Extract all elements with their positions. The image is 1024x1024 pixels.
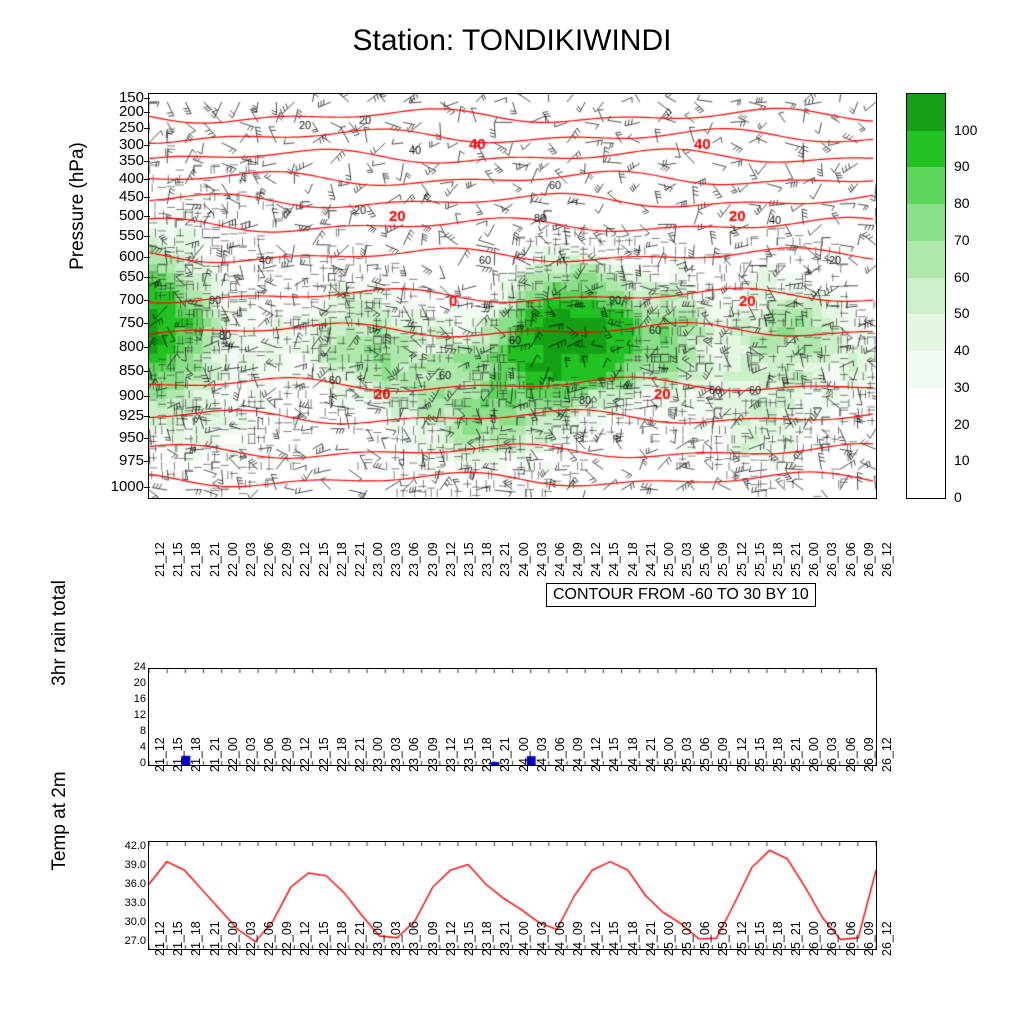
main-y-axis-label: Pressure (hPa): [67, 142, 88, 270]
x-tick-label: 25_15: [752, 542, 767, 577]
x-tick-label: 21_21: [207, 737, 222, 772]
x-tick-label: 22_21: [352, 737, 367, 772]
x-tick-label: 26_03: [825, 542, 840, 577]
x-tick-label: 22_12: [298, 921, 313, 956]
x-tick-label: 24_15: [607, 737, 622, 772]
x-tick-label: 23_15: [461, 737, 476, 772]
x-tick-label: 22_06: [262, 737, 277, 772]
y-tick-label: 400: [118, 170, 144, 188]
x-tick-label: 22_18: [334, 921, 349, 956]
x-tick-label: 24_21: [643, 921, 658, 956]
x-tick-label: 22_06: [262, 921, 277, 956]
x-tick-label: 23_18: [480, 737, 495, 772]
x-tick-label: 23_15: [461, 542, 476, 577]
x-tick-label: 24_12: [589, 921, 604, 956]
x-tick-label: 21_21: [207, 542, 222, 577]
y-tick-label: 250: [118, 119, 144, 137]
temp-y-tick-label: 42.0: [124, 840, 146, 852]
x-tick-label: 23_12: [443, 921, 458, 956]
x-tick-label: 21_18: [189, 737, 204, 772]
x-tick-label: 21_15: [171, 737, 186, 772]
y-tick-mark: [144, 438, 150, 439]
x-tick-label: 22_06: [262, 542, 277, 577]
temp-y-axis-label: Temp at 2m: [49, 771, 70, 871]
x-tick-label: 25_09: [716, 921, 731, 956]
x-tick-label: 25_12: [734, 542, 749, 577]
x-tick-label: 25_06: [698, 542, 713, 577]
x-tick-label: 22_09: [280, 737, 295, 772]
x-tick-label: 24_09: [571, 542, 586, 577]
x-tick-label: 22_00: [225, 921, 240, 956]
x-tick-label: 25_21: [789, 921, 804, 956]
x-tick-label: 24_03: [534, 921, 549, 956]
y-tick-label: 700: [118, 291, 144, 309]
x-tick-label: 24_15: [607, 921, 622, 956]
rain-y-axis: [118, 661, 146, 769]
sounding-cross-section-panel: [148, 93, 877, 499]
temp-y-tick-label: 30.0: [124, 916, 146, 928]
x-tick-label: 26_00: [807, 542, 822, 577]
y-tick-label: 450: [118, 188, 144, 206]
x-tick-label: 22_12: [298, 737, 313, 772]
y-tick-mark: [144, 396, 150, 397]
x-tick-label: 24_03: [534, 542, 549, 577]
x-tick-label: 25_18: [770, 737, 785, 772]
y-tick-label: 1000: [110, 477, 144, 495]
rain-y-tick-label: 4: [139, 741, 146, 753]
x-tick-label: 24_18: [625, 737, 640, 772]
colorbar-cell: [907, 204, 945, 242]
colorbar-cell: [907, 131, 945, 169]
x-tick-label: 23_21: [498, 542, 513, 577]
colorbar-cell: [907, 351, 945, 389]
x-tick-label: 23_12: [443, 542, 458, 577]
colorbar-cell: [907, 461, 945, 499]
y-tick-label: 600: [118, 247, 144, 265]
y-tick-mark: [144, 216, 150, 217]
x-tick-label: 24_12: [589, 542, 604, 577]
colorbar-tick-label: 20: [954, 415, 970, 432]
y-tick-mark: [144, 257, 150, 258]
x-tick-label: 26_09: [861, 921, 876, 956]
contour-note: CONTOUR FROM -60 TO 30 BY 10: [546, 583, 816, 607]
y-tick-mark: [144, 461, 150, 462]
x-tick-label: 23_06: [407, 542, 422, 577]
rain-y-tick-label: 8: [139, 725, 146, 737]
x-tick-label: 25_06: [698, 737, 713, 772]
x-tick-label: 22_21: [352, 542, 367, 577]
temp-y-tick-label: 27.0: [124, 935, 146, 947]
x-tick-label: 24_00: [516, 542, 531, 577]
x-tick-label: 26_12: [880, 737, 894, 772]
x-tick-label: 25_21: [789, 542, 804, 577]
y-tick-mark: [144, 277, 150, 278]
colorbar-tick-label: 80: [954, 195, 970, 212]
y-tick-mark: [144, 128, 150, 129]
x-tick-label: 23_00: [371, 542, 386, 577]
x-tick-label: 22_09: [280, 921, 295, 956]
colorbar-tick-label: 70: [954, 231, 970, 248]
y-tick-label: 300: [118, 135, 144, 153]
x-tick-label: 24_18: [625, 921, 640, 956]
x-tick-label: 21_18: [189, 542, 204, 577]
x-tick-label: 23_09: [425, 737, 440, 772]
y-tick-label: 550: [118, 227, 144, 245]
x-tick-label: 25_00: [661, 921, 676, 956]
temp-y-tick-label: 36.0: [124, 878, 146, 890]
x-tick-label: 23_15: [461, 921, 476, 956]
y-tick-label: 850: [118, 361, 144, 379]
temp-y-axis: [110, 841, 146, 948]
y-tick-mark: [144, 323, 150, 324]
y-tick-mark: [144, 371, 150, 372]
x-tick-label: 22_15: [316, 737, 331, 772]
colorbar-tick-label: 40: [954, 342, 970, 359]
x-tick-label: 25_18: [770, 542, 785, 577]
x-tick-label: 22_03: [243, 542, 258, 577]
x-tick-label: 25_09: [716, 542, 731, 577]
x-tick-label: 22_00: [225, 542, 240, 577]
colorbar-cell: [907, 167, 945, 205]
colorbar-tick-label: 90: [954, 158, 970, 175]
sounding-canvas: [149, 94, 876, 498]
x-tick-label: 25_03: [680, 542, 695, 577]
x-tick-label: 24_21: [643, 737, 658, 772]
x-tick-label: 21_21: [207, 921, 222, 956]
temp-y-tick-label: 39.0: [124, 859, 146, 871]
y-tick-mark: [144, 98, 150, 99]
rain-y-tick-label: 0: [139, 757, 146, 769]
y-tick-label: 500: [118, 207, 144, 225]
x-tick-label: 26_09: [861, 542, 876, 577]
colorbar: [906, 93, 946, 499]
x-tick-label: 23_09: [425, 921, 440, 956]
colorbar-cell: [907, 388, 945, 426]
y-tick-label: 925: [118, 407, 144, 425]
x-tick-label: 25_18: [770, 921, 785, 956]
x-tick-label: 22_03: [243, 921, 258, 956]
x-tick-label: 23_00: [371, 737, 386, 772]
x-tick-label: 23_09: [425, 542, 440, 577]
page-title: Station: TONDIKIWINDI: [352, 24, 672, 57]
y-tick-label: 750: [118, 314, 144, 332]
x-tick-label: 25_12: [734, 921, 749, 956]
x-tick-label: 21_12: [153, 921, 167, 956]
x-tick-label: 23_06: [407, 737, 422, 772]
rain-y-tick-label: 24: [133, 661, 146, 673]
rain-y-tick-label: 16: [133, 693, 146, 705]
x-tick-label: 24_21: [643, 542, 658, 577]
colorbar-cell: [907, 94, 945, 132]
y-tick-mark: [144, 161, 150, 162]
y-tick-mark: [144, 487, 150, 488]
x-tick-label: 26_06: [843, 737, 858, 772]
x-tick-label: 24_15: [607, 542, 622, 577]
x-tick-label: 24_00: [516, 921, 531, 956]
x-tick-label: 21_18: [189, 921, 204, 956]
x-tick-label: 26_06: [843, 921, 858, 956]
x-tick-label: 22_15: [316, 542, 331, 577]
y-tick-label: 200: [118, 102, 144, 120]
rain-y-tick-label: 20: [133, 677, 146, 689]
x-tick-label: 21_12: [153, 737, 167, 772]
y-tick-mark: [144, 347, 150, 348]
x-tick-label: 25_15: [752, 737, 767, 772]
y-tick-mark: [144, 300, 150, 301]
x-tick-label: 23_03: [389, 921, 404, 956]
y-tick-mark: [144, 197, 150, 198]
x-tick-label: 24_18: [625, 542, 640, 577]
x-tick-label: 22_18: [334, 737, 349, 772]
colorbar-tick-label: 10: [954, 452, 970, 469]
y-tick-mark: [144, 112, 150, 113]
x-tick-label: 22_18: [334, 542, 349, 577]
y-tick-mark: [144, 145, 150, 146]
x-tick-label: 25_15: [752, 921, 767, 956]
x-tick-label: 25_12: [734, 737, 749, 772]
x-tick-label: 25_00: [661, 737, 676, 772]
x-tick-label: 23_18: [480, 921, 495, 956]
x-tick-label: 24_12: [589, 737, 604, 772]
y-tick-mark: [144, 236, 150, 237]
colorbar-tick-label: 30: [954, 378, 970, 395]
x-tick-label: 22_09: [280, 542, 295, 577]
x-tick-label: 22_21: [352, 921, 367, 956]
y-tick-label: 950: [118, 429, 144, 447]
x-tick-label: 24_06: [552, 921, 567, 956]
x-tick-label: 23_21: [498, 737, 513, 772]
x-tick-label: 26_12: [880, 921, 894, 956]
x-tick-label: 24_09: [571, 921, 586, 956]
x-tick-label: 25_21: [789, 737, 804, 772]
x-tick-label: 23_00: [371, 921, 386, 956]
colorbar-tick-label: 60: [954, 268, 970, 285]
x-tick-label: 22_12: [298, 542, 313, 577]
x-tick-label: 26_12: [880, 542, 894, 577]
y-tick-label: 800: [118, 337, 144, 355]
x-tick-label: 24_00: [516, 737, 531, 772]
rain-y-axis-label: 3hr rain total: [49, 580, 70, 686]
x-tick-label: 25_06: [698, 921, 713, 956]
x-tick-label: 24_03: [534, 737, 549, 772]
x-tick-label: 22_03: [243, 737, 258, 772]
colorbar-tick-label: 50: [954, 305, 970, 322]
x-tick-label: 26_09: [861, 737, 876, 772]
x-tick-label: 23_06: [407, 921, 422, 956]
y-tick-mark: [144, 179, 150, 180]
x-tick-label: 24_09: [571, 737, 586, 772]
y-tick-label: 975: [118, 451, 144, 469]
colorbar-tick-label: 100: [954, 121, 978, 138]
colorbar-cell: [907, 278, 945, 316]
x-tick-label: 26_06: [843, 542, 858, 577]
x-tick-label: 23_21: [498, 921, 513, 956]
x-tick-label: 23_12: [443, 737, 458, 772]
x-tick-label: 22_15: [316, 921, 331, 956]
x-tick-label: 26_00: [807, 737, 822, 772]
colorbar-cell: [907, 314, 945, 352]
x-tick-label: 21_15: [171, 921, 186, 956]
temp-y-tick-label: 33.0: [124, 897, 146, 909]
x-tick-label: 25_00: [661, 542, 676, 577]
rain-y-tick-label: 12: [133, 709, 146, 721]
y-tick-label: 900: [118, 387, 144, 404]
colorbar-tick-label: 0: [954, 489, 962, 505]
x-tick-label: 26_03: [825, 737, 840, 772]
y-tick-label: 150: [118, 88, 144, 106]
x-tick-label: 25_03: [680, 737, 695, 772]
y-tick-label: 650: [118, 268, 144, 286]
y-tick-mark: [144, 416, 150, 417]
x-tick-label: 23_03: [389, 737, 404, 772]
x-tick-label: 23_03: [389, 542, 404, 577]
x-tick-label: 23_18: [480, 542, 495, 577]
x-tick-label: 26_03: [825, 921, 840, 956]
main-y-axis: [96, 88, 144, 497]
x-tick-label: 24_06: [552, 737, 567, 772]
colorbar-cell: [907, 241, 945, 279]
x-tick-label: 21_15: [171, 542, 186, 577]
x-tick-label: 25_09: [716, 737, 731, 772]
x-tick-label: 26_00: [807, 921, 822, 956]
x-tick-label: 22_00: [225, 737, 240, 772]
x-tick-label: 21_12: [153, 542, 167, 577]
x-tick-label: 25_03: [680, 921, 695, 956]
x-tick-label: 24_06: [552, 542, 567, 577]
y-tick-label: 350: [118, 151, 144, 169]
colorbar-cell: [907, 425, 945, 463]
